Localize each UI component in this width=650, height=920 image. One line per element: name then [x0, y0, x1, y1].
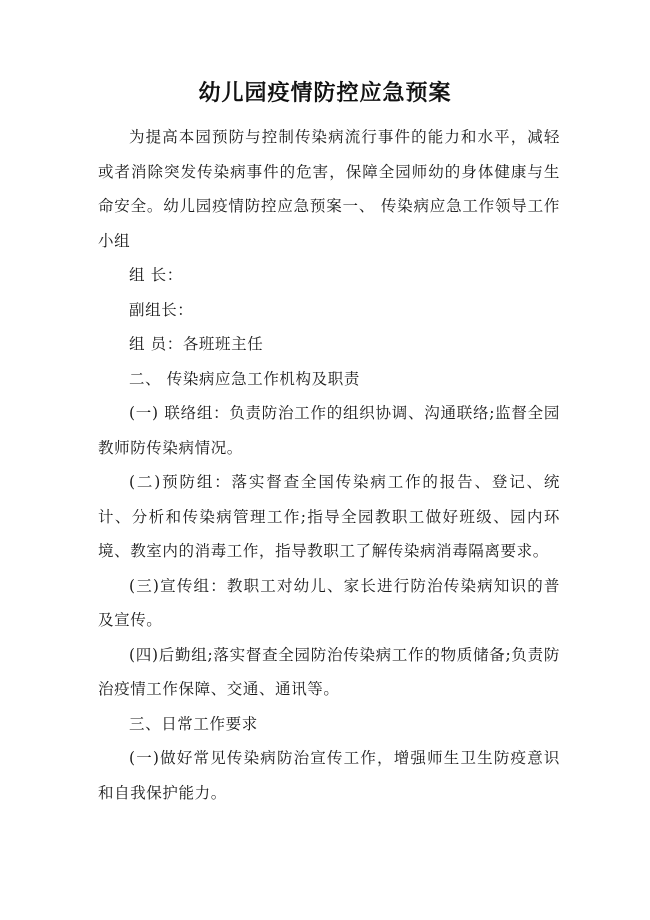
group-members-line: 组 员：各班班主任: [129, 335, 264, 353]
intro-paragraph: 为提高本园预防与控制传染病流行事件的能力和水平，减轻或者消除突发传染病事件的危害，保障全园师幼的身体健康与生命安全。幼儿园疫情防控应急预案一、 传染病应急工作领导工作小组: [98, 128, 560, 250]
prevention-group-paragraph: (二)预防组：落实督查全国传染病工作的报告、登记、统计、分析和传染病管理工作;指导全园教职工做好班级、园内环境、教室内的消毒工作，指导教职工了解传染病消毒隔离要求。: [98, 473, 560, 560]
logistics-group-paragraph: (四)后勤组;落实督查全园防治传染病工作的物质储备;负责防治疫情工作保障、交通、通讯等。: [98, 645, 560, 698]
deputy-leader-line: 副组长：: [129, 300, 194, 319]
document-title: 幼儿园疫情防控应急预案: [198, 81, 452, 106]
document-body: [98, 120, 560, 810]
group-leader-line: 组 长：: [129, 266, 183, 284]
daily-requirement-paragraph: (一)做好常见传染病防治宣传工作，增强师生卫生防疫意识和自我保护能力。: [98, 749, 560, 802]
publicity-group-paragraph: (三)宣传组：教职工对幼儿、家长进行防治传染病知识的普及宣传。: [98, 576, 560, 629]
liaison-group-paragraph: (一) 联络组：负责防治工作的组织协调、沟通联络;监督全园教师防传染病情况。: [98, 404, 560, 457]
section-heading-3: 三、日常工作要求: [129, 714, 258, 733]
section-heading-2: 二、 传染病应急工作机构及职责: [129, 369, 360, 388]
